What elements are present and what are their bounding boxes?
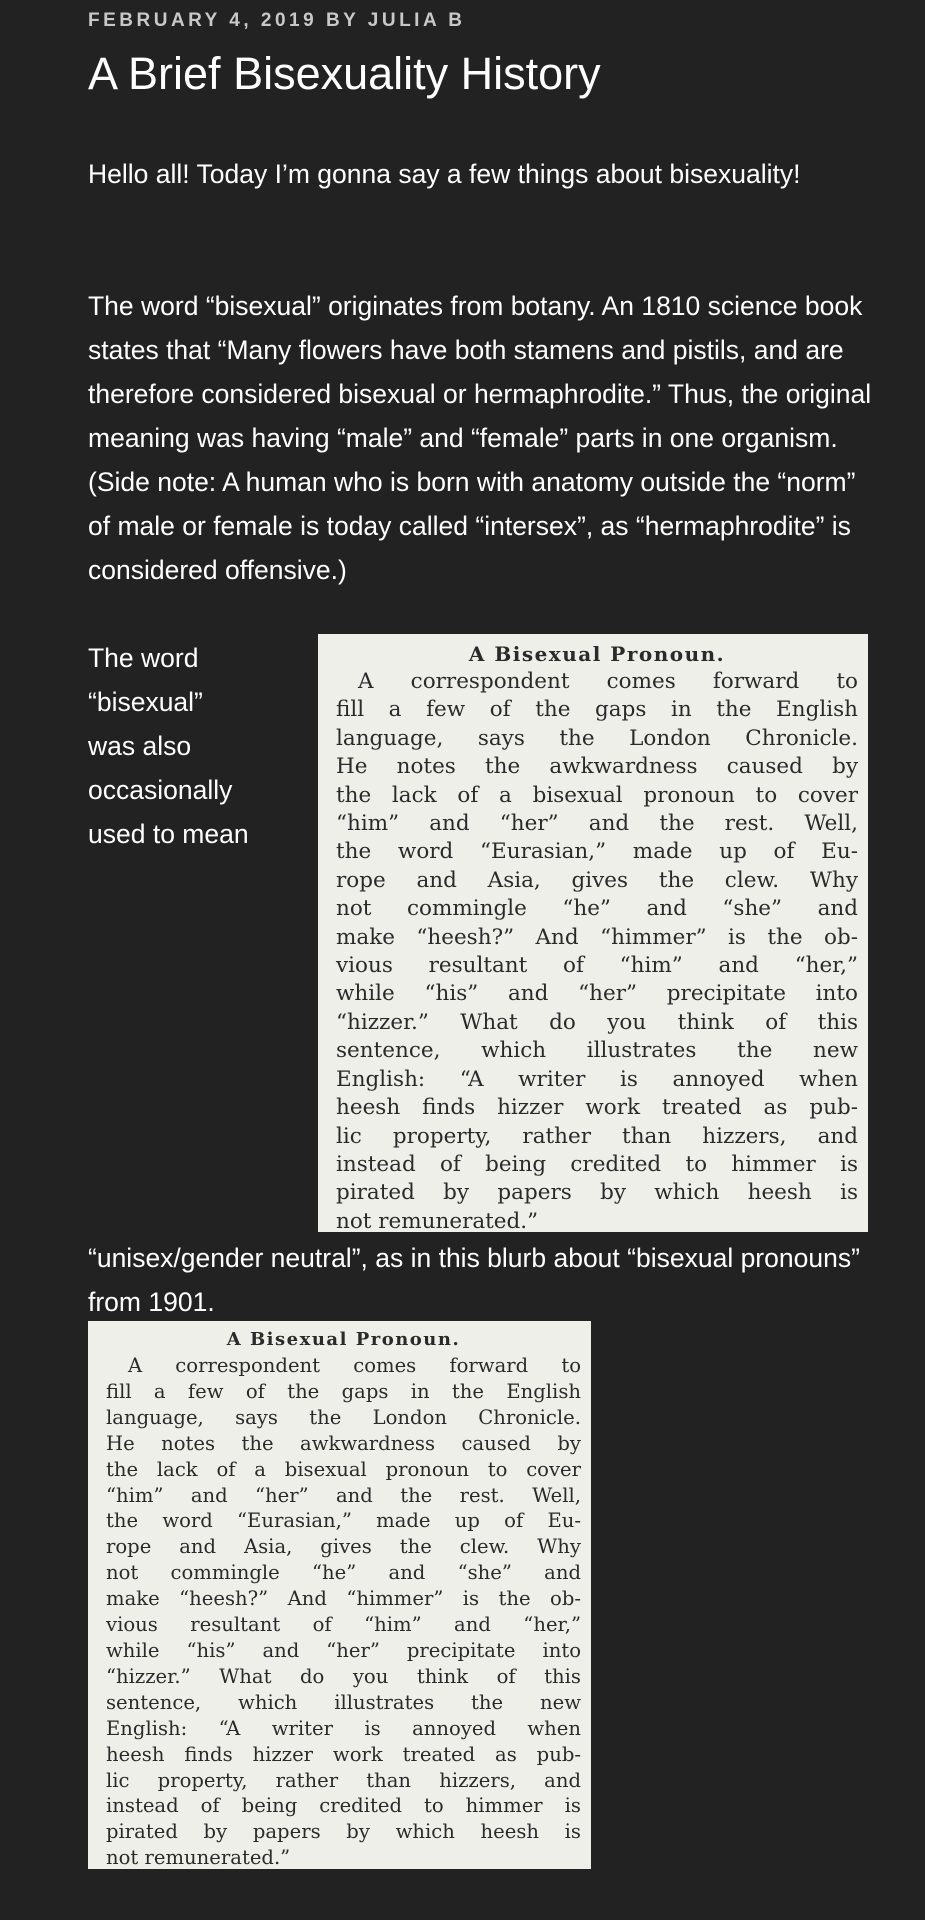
pronoun-paragraph: “unisex/gender neutral”, as in this blurb about “bisexual pronouns” from 1901.	[88, 1243, 860, 1317]
clipping-line: English: “A writer is annoyed when	[336, 1066, 858, 1092]
clipping-line: sentence, which illustrates the new	[106, 1690, 581, 1714]
clipping-line: not commingle “he” and “she” and	[106, 1561, 581, 1585]
clipping-line: not remunerated.”	[336, 1208, 539, 1232]
clipping-line: sentence, which illustrates the new	[336, 1038, 858, 1064]
clipping-line: not remunerated.”	[106, 1846, 291, 1869]
clipping-line: rope and Asia, gives the clew. Why	[336, 867, 858, 893]
clipping-heading: A Bisexual Pronoun.	[226, 1329, 461, 1350]
clipping-line: pirated by papers by which heesh is	[336, 1180, 858, 1206]
clipping-line: instead of being credited to himmer is	[106, 1794, 581, 1818]
clipping-line: while “his” and “her” precipitate into	[106, 1638, 581, 1662]
post-title: A Brief Bisexuality History	[88, 48, 601, 99]
clipping-line: vious resultant of “him” and “her,”	[336, 953, 858, 979]
clipping-line: fill a few of the gaps in the English	[336, 697, 858, 723]
newspaper-clipping-image[interactable]	[318, 634, 868, 1232]
clipping-line: lic property, rather than hizzers, and	[336, 1123, 858, 1149]
float-line: occasionally	[88, 775, 233, 805]
clipping-line: lic property, rather than hizzers, and	[106, 1768, 581, 1792]
clipping-heading: A Bisexual Pronoun.	[468, 642, 726, 666]
clipping-line: the lack of a bisexual pronoun to cover	[336, 782, 858, 808]
clipping-line: while “his” and “her” precipitate into	[336, 981, 858, 1007]
clipping-line: A correspondent comes forward to	[358, 669, 858, 694]
float-line: “bisexual”	[88, 687, 203, 717]
clipping-line: He notes the awkwardness caused by	[106, 1431, 581, 1455]
float-line: was also	[88, 731, 192, 761]
clipping-line: not commingle “he” and “she” and	[336, 896, 858, 922]
float-text	[88, 636, 298, 856]
float-line: The word	[88, 643, 199, 673]
clipping-line: make “heesh?” And “himmer” is the ob-	[336, 924, 858, 950]
clipping-line: language, says the London Chronicle.	[106, 1405, 581, 1429]
clipping-line: “him” and “her” and the rest. Well,	[106, 1483, 581, 1507]
clipping-line: the word “Eurasian,” made up of Eu-	[106, 1509, 581, 1533]
clipping-line: rope and Asia, gives the clew. Why	[106, 1535, 581, 1559]
clipping-line: “hizzer.” What do you think of this	[336, 1009, 858, 1035]
clipping-line: language, says the London Chronicle.	[336, 725, 858, 751]
clipping-line: heesh finds hizzer work treated as pub-	[106, 1742, 581, 1766]
float-line: used to mean	[88, 819, 249, 849]
clipping-line: instead of being credited to himmer is	[336, 1151, 858, 1177]
clipping-line: the lack of a bisexual pronoun to cover	[106, 1457, 581, 1481]
newspaper-clipping-image-large[interactable]	[88, 1321, 591, 1869]
clipping-line: make “heesh?” And “himmer” is the ob-	[106, 1587, 581, 1611]
botany-paragraph: The word “bisexual” originates from botany. An 1810 science book states that “Many flowers have both stamens and pistils, and are therefore considered bisexual or hermaphrodite.” Thus, the original meaning was having “male” and “female” parts in one organism. (Side note: A human who is born with anatomy outside the “norm” of male or female is today called “intersex”, as “hermaphrodite” is considered offensive.)	[88, 291, 872, 585]
clipping-line: heesh finds hizzer work treated as pub-	[336, 1095, 858, 1121]
clipping-line: He notes the awkwardness caused by	[336, 754, 858, 780]
clipping-line: fill a few of the gaps in the English	[106, 1379, 581, 1403]
clipping-line: the word “Eurasian,” made up of Eu-	[336, 839, 858, 865]
intro-paragraph: Hello all! Today I’m gonna say a few things about bisexuality!	[88, 159, 801, 189]
post-meta: FEBRUARY 4, 2019 BY JULIA B	[88, 10, 466, 31]
clipping-line: “hizzer.” What do you think of this	[106, 1664, 581, 1688]
clipping-line: A correspondent comes forward to	[128, 1354, 581, 1377]
clipping-line: pirated by papers by which heesh is	[106, 1820, 581, 1844]
clipping-line: vious resultant of “him” and “her,”	[106, 1613, 581, 1637]
clipping-line: “him” and “her” and the rest. Well,	[336, 811, 858, 837]
clipping-line: English: “A writer is annoyed when	[106, 1716, 581, 1740]
